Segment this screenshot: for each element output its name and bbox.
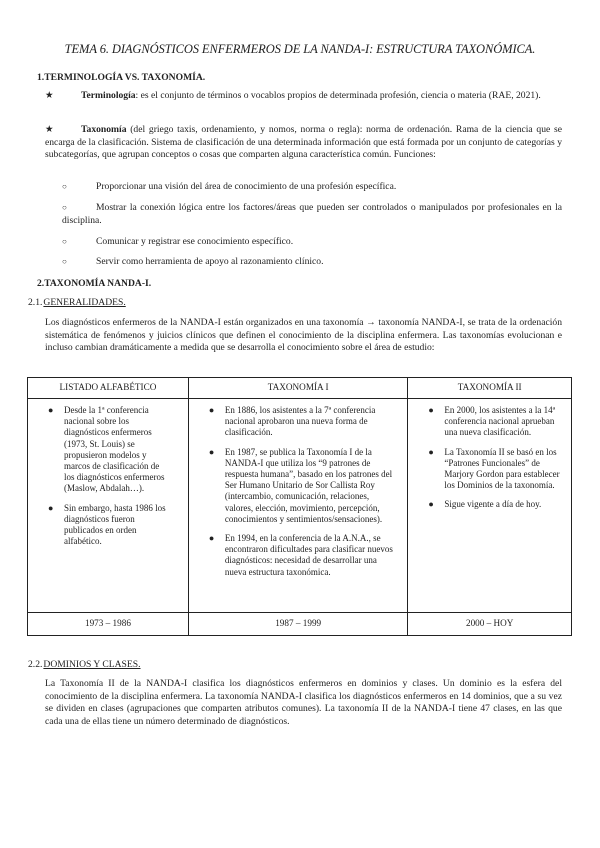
- definition-taxonomia: [45, 124, 562, 162]
- bullet-icon: ●: [208, 446, 215, 457]
- circle-bullet-icon: ○: [62, 182, 67, 191]
- header-listado-alfabetico: LISTADO ALFABÉTICO: [28, 378, 189, 399]
- term-terminologia: Terminología: [81, 90, 136, 101]
- bullet-icon: ●: [208, 405, 215, 415]
- section-1-heading: 1.TERMINOLOGÍA VS. TAXONOMÍA.: [37, 72, 206, 83]
- list-item-text: En 1886, los asistentes a la 7ª conferencia nacional aprobaron una nueva forma de clasificación.: [224, 405, 376, 438]
- list-item: [428, 446, 563, 492]
- cell-taxonomia-ii: [408, 399, 572, 613]
- function-item: [62, 256, 562, 269]
- table-body-row: [28, 399, 572, 613]
- list-item-text: En 1994, en la conferencia de la A.N.A., se encontraron dificultades para clasificar nuevos diagnósticos: necesidad de desarrollar una nueva estructura taxonómica.: [224, 533, 393, 577]
- period-listado-alfabetico: 1973 – 1986: [28, 613, 189, 636]
- period-taxonomia-ii: 2000 – HOY: [408, 613, 572, 636]
- list-item: [48, 405, 167, 495]
- list-item-text: En 2000, los asistentes a la 14ª conferencia nacional aprueban una nueva clasificación.: [444, 405, 556, 438]
- bullet-icon: ●: [208, 533, 215, 544]
- list-item: [208, 405, 400, 439]
- bullet-icon: ●: [428, 499, 434, 510]
- function-text: Servir como herramienta de apoyo al razonamiento clínico.: [96, 256, 324, 267]
- star-icon: ★: [45, 90, 54, 101]
- bullet-icon: ●: [48, 502, 54, 513]
- header-taxonomia-ii: TAXONOMÍA II: [408, 378, 572, 399]
- function-text: Mostrar la conexión lógica entre los factores/áreas que pueden ser controlados o manipulados por profesionales en la disciplina.: [62, 202, 562, 226]
- cell-taxonomia-i: [188, 399, 408, 613]
- star-icon: ★: [45, 124, 54, 135]
- list-item-text: La Taxonomía II se basó en los “Patrones Funcionales” de Marjory Gordon para establecer los Dominios de la taxonomía.: [444, 446, 560, 491]
- list-item-text: En 1987, se publica la Taxonomía I de la NANDA-I que utiliza los “9 patrones de respuesta humana”, basado en los patrones del Ser Humano Unitario de Sor Callista Roy (intercambio, comunicación, relaciones, valores, elección, movimiento, percepción, conocimientos y sentimientos/sensaciones).: [224, 446, 393, 524]
- subsection-number: 2.2.: [28, 659, 43, 670]
- subsection-label: GENERALIDADES.: [43, 297, 126, 308]
- subsection-label: DOMINIOS Y CLASES.: [43, 659, 141, 670]
- term-taxonomia: Taxonomía: [81, 124, 127, 135]
- list-item-text: Desde la 1ª conferencia nacional sobre los diagnósticos enfermeros (1973, St. Louis) se propusieron modelos y marcos de clasificación de los diagnósticos enfermeros (Maslow, Abdalah…).: [64, 405, 165, 494]
- list-item: [208, 446, 400, 525]
- taxonomia-text: (del griego taxis, ordenamiento, y nomos, norma o regla): norma de ordenación. Rama de la ciencia que se encarga de la clasificación. Sistema de clasificación de una determinada información que está formada por un conjunto de categorías y subcategorías, que agrupan conceptos o cosas que comparten alguna característica común. Funciones:: [45, 124, 562, 161]
- taxonomy-table: [27, 377, 572, 636]
- document-title: TEMA 6. DIAGNÓSTICOS ENFERMEROS DE LA NANDA-I: ESTRUCTURA TAXONÓMICA.: [64, 42, 536, 56]
- function-text: Proporcionar una visión del área de conocimiento de una profesión específica.: [96, 181, 397, 192]
- header-taxonomia-i: TAXONOMÍA I: [188, 378, 408, 399]
- definition-terminologia: [45, 90, 562, 103]
- list-item: [428, 499, 563, 510]
- list-item-text: Sin embargo, hasta 1986 los diagnósticos fueron publicados en orden alfabético.: [64, 502, 166, 547]
- table-header-row: [28, 378, 572, 399]
- dominios-paragraph: La Taxonomía II de la NANDA-I clasifica los diagnósticos enfermeros en dominios y clases. Un dominio es la esfera del conocimiento de la disciplina enfermera. La taxonomía NANDA-I clasifica los diagnósticos enfermeros en 14 dominios, que a su vez se dividen en clases (agrupaciones que comparten atributos comunes). La taxonomía II de la NANDA-I tiene 47 clases, en las que cada una de ellas tiene un número determinado de diagnósticos.: [45, 678, 562, 727]
- function-item: [62, 181, 562, 194]
- list-item: [208, 533, 400, 578]
- section-2-heading: 2.TAXONOMÍA NANDA-I.: [37, 278, 152, 289]
- list-item: [428, 405, 563, 439]
- circle-bullet-icon: ○: [62, 203, 67, 212]
- bullet-icon: ●: [428, 446, 434, 457]
- list-item-text: Sigue vigente a día de hoy.: [444, 499, 542, 510]
- function-item: [62, 236, 562, 249]
- circle-bullet-icon: ○: [62, 257, 67, 266]
- terminologia-text: : es el conjunto de términos o vocablos propios de determinada profesión, ciencia o materia (RAE, 2021).: [135, 90, 541, 101]
- function-item: [62, 202, 562, 227]
- subsection-2-1-heading: [28, 297, 126, 308]
- subsection-number: 2.1.: [28, 297, 43, 308]
- bullet-icon: ●: [48, 405, 54, 415]
- generalidades-paragraph: Los diagnósticos enfermeros de la NANDA-I están organizados en una taxonomía → taxonomía NANDA-I, se trata de la ordenación sistemática de fenómenos y juicios clínicos que definen el conocimiento de la disciplina enfermera. Las taxonomías evolucionan e incluso cambian dramáticamente a medida que se desarrolla el conocimiento sobre el área de estudio:: [45, 317, 562, 354]
- cell-listado-alfabetico: [28, 399, 189, 613]
- period-taxonomia-i: 1987 – 1999: [188, 613, 408, 636]
- circle-bullet-icon: ○: [62, 237, 67, 246]
- list-item: [48, 502, 167, 548]
- subsection-2-2-heading: [28, 659, 141, 670]
- bullet-icon: ●: [428, 405, 434, 415]
- function-text: Comunicar y registrar ese conocimiento específico.: [96, 236, 294, 247]
- table-footer-row: [28, 613, 572, 636]
